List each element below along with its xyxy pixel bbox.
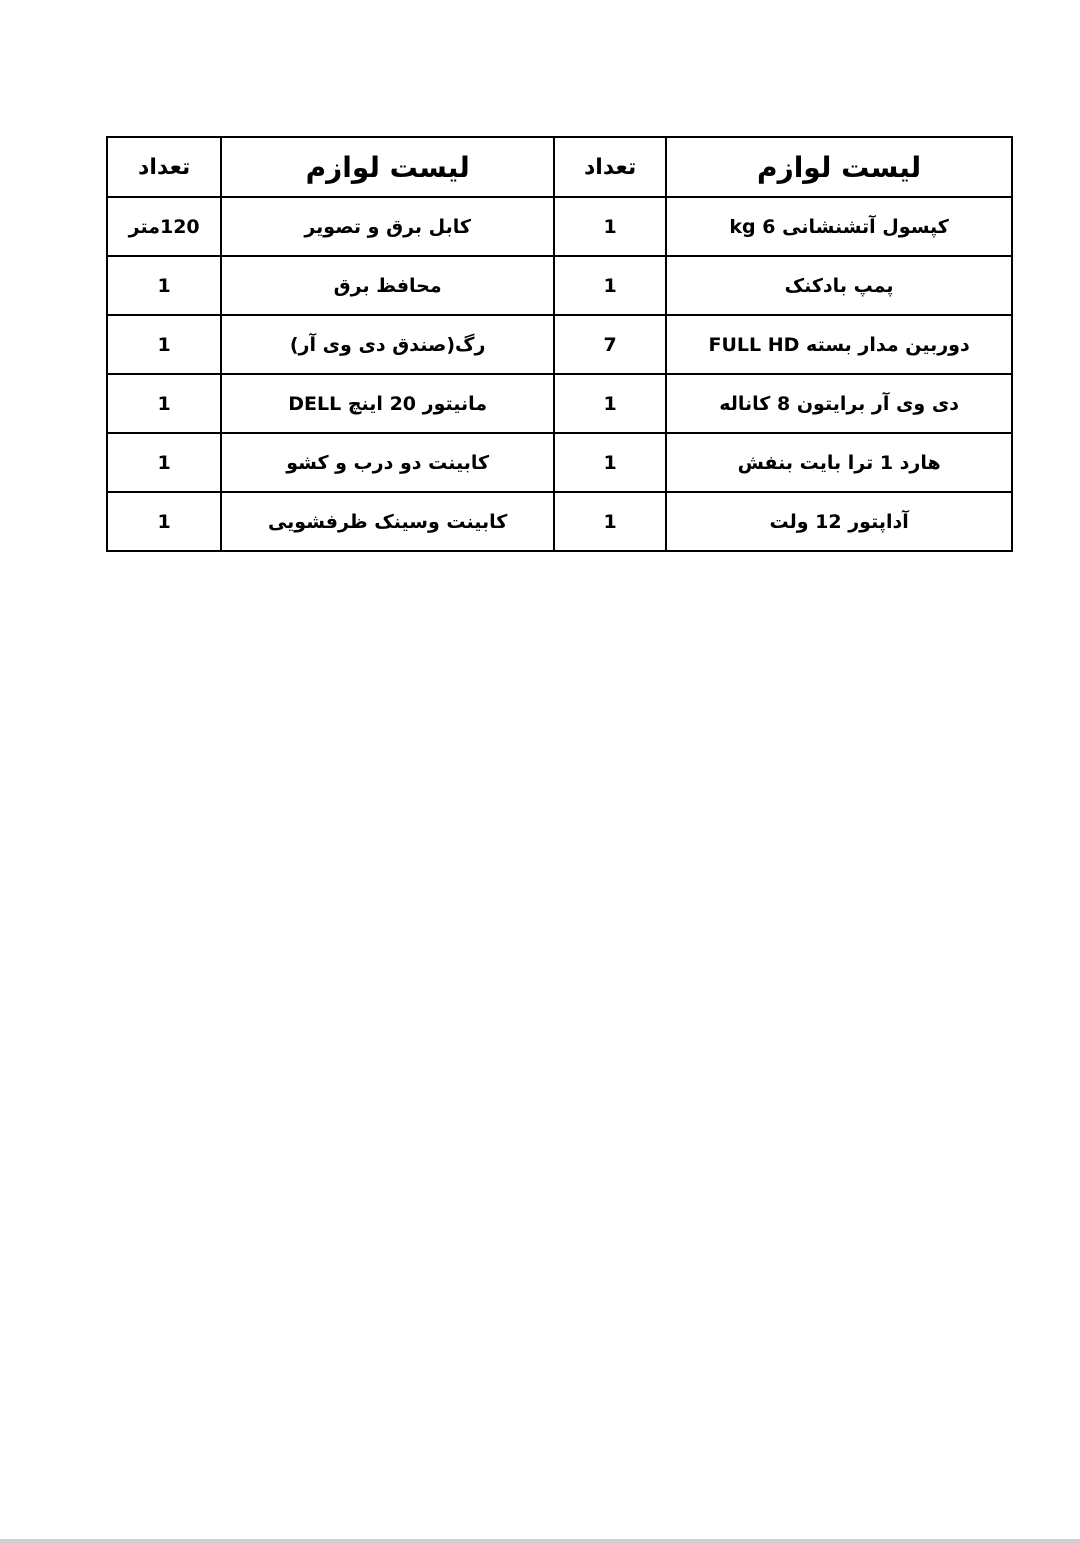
header-quantity-2: تعداد: [107, 137, 221, 197]
quantity-cell: 1: [107, 256, 221, 315]
item-cell: محافظ برق: [221, 256, 554, 315]
item-cell: آداپتور 12 ولت: [666, 492, 1012, 551]
quantity-cell: 1: [554, 433, 666, 492]
quantity-cell: 1: [554, 492, 666, 551]
item-cell: مانیتور 20 اینچ DELL: [221, 374, 554, 433]
header-quantity-1: تعداد: [554, 137, 666, 197]
header-item-list-1: لیست لوازم: [666, 137, 1012, 197]
equipment-table: [106, 136, 1013, 552]
item-cell: کابل برق و تصویر: [221, 197, 554, 256]
page-bottom-divider: [0, 1539, 1080, 1543]
item-cell: دوربین مدار بسته FULL HD: [666, 315, 1012, 374]
quantity-cell: 1: [554, 374, 666, 433]
item-cell: کابینت وسینک ظرفشویی: [221, 492, 554, 551]
quantity-cell: 1: [107, 374, 221, 433]
table-row: [107, 315, 1012, 374]
table-row: [107, 433, 1012, 492]
table-row: [107, 492, 1012, 551]
item-cell: کپسول آتشنشانی 6 kg: [666, 197, 1012, 256]
quantity-cell: 1: [107, 492, 221, 551]
item-cell: رگ(صندق دی وی آر): [221, 315, 554, 374]
table-row: [107, 256, 1012, 315]
item-cell: پمپ بادکنک: [666, 256, 1012, 315]
quantity-cell: 1: [554, 197, 666, 256]
header-item-list-2: لیست لوازم: [221, 137, 554, 197]
item-cell: کابینت دو درب و کشو: [221, 433, 554, 492]
table-header-row: [107, 137, 1012, 197]
table-row: [107, 374, 1012, 433]
table-row: [107, 197, 1012, 256]
quantity-cell: 1: [107, 433, 221, 492]
quantity-cell: 120متر: [107, 197, 221, 256]
quantity-cell: 1: [107, 315, 221, 374]
quantity-cell: 1: [554, 256, 666, 315]
item-cell: دی وی آر برایتون 8 کاناله: [666, 374, 1012, 433]
quantity-cell: 7: [554, 315, 666, 374]
item-cell: هارد 1 ترا بایت بنفش: [666, 433, 1012, 492]
